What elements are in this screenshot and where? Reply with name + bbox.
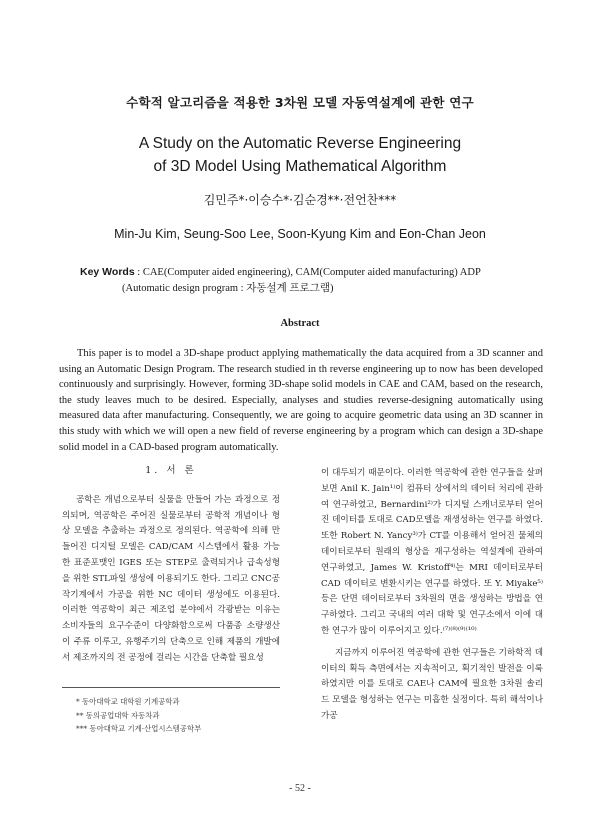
authors-korean: 김민주*·이승수*·김순경**·전언찬*** [203, 193, 397, 207]
footnotes [62, 687, 282, 736]
paper-title-korean: 수학적 알고리즘을 적용한 3차원 모델 자동역설계에 관한 연구 [126, 95, 474, 110]
introduction-paragraph-3: 지금까지 이루어진 역공학에 관한 연구들은 기하학적 데이터의 획득 측면에서는 지속적이고, 획기적인 발전을 이룩하였지만 이를 토대로 CAE나 CAM에 필요한 3차원 솔리드 모델을 형성하는 연구는 미흡한 실정이다. 특히 해석이나 가공 [321, 647, 543, 721]
introduction-paragraph-1: 공학은 개념으로부터 실물을 만들어 가는 과정으로 정의되며, 역공학은 주어진 실물로부터 공학적 개념이나 형상 모델을 추출하는 과정으로 정의된다. 역공학에 의해 만들어진 디지털 모델은 CAD/CAM 시스템에서 활용 가능한 표준포맷인 IGES 또는 STEP로 출력되거나 급속성형을 위한 STL파일 생성에 이용되기도 한다. 그리고 CNC공작기계에서 가공을 위한 NC 데이터 생성에도 이용된다. 이러한 역공학이 최근 제조업 분야에서 각광받는 이유는 소비자들의 요구수준이 다양화함으로써 다품종 소량생산이 주류 이루고, 유행주기의 단축으로 인해 제품의 개발에서 제조까지의 전 공정에 걸리는 시간을 단축할 필요성 [62, 494, 280, 663]
footnote-divider [62, 687, 280, 688]
paper-title-english-line1: A Study on the Automatic Reverse Engineering [138, 135, 462, 152]
authors-english: Min-Ju Kim, Seung-Soo Lee, Soon-Kyung Kim and Eon-Chan Jeon [114, 227, 486, 241]
left-column [62, 463, 280, 667]
keywords-label: Key Words [80, 266, 135, 278]
footnote-3: *** 동아대학교 기계·산업시스템공학부 [76, 724, 202, 733]
paper-title-english-line2: of 3D Model Using Mathematical Algorithm [153, 158, 447, 175]
abstract-body: This paper is to model a 3D-shape product applying mathematically the data acquired from a 3D scanner and using an Automatic Design Program. The research studied in th reverse engineering up to now has been developed continuously and surprisingly. However, forming 3D-shape solid models in CAE and CAM, based on the research, the study leaves much to be desired. Especially, analyses and studies reverse-designing automatically using measured data after manufacturing. Consequently, we are going to acquire geometric data using an 3D scanner in this study with which we will open a new field of reverse engineering by a program which can design a 3D-shape solid model in a CAD-based program automatically. [59, 348, 543, 453]
page-number: - 52 - [289, 783, 311, 794]
section-title-introduction: 1. 서 론 [145, 465, 197, 476]
footnote-2: ** 동의공업대학 자동차과 [76, 710, 160, 720]
keywords-line1: : CAE(Computer aided engineering), CAM(Computer aided manufacturing) ADP [134, 267, 481, 278]
paper-title-english [0, 134, 600, 177]
right-column [321, 466, 543, 725]
keywords-line2: (Automatic design program : 자동설계 프로그램) [122, 283, 334, 294]
abstract-heading: Abstract [280, 318, 320, 329]
introduction-paragraph-2: 이 대두되기 때문이다. 이러한 역공학에 관한 연구들을 살펴보면 Anil K. Jain¹⁾이 컴퓨터 상에서의 데이터 처리에 관하여 연구하였고, Bernardini²⁾가 디지털 스캐너로부터 얻어진 데이터를 토대로 CAD모델을 재생성하는 연구를 하였다. 또한 Robert N. Yancy³⁾가 CT를 이용해서 얻어진 물체의 데이터로부터 원래의 형상을 재구성하는 역설계에 관하여 연구하였고, James W. Kristoff⁴⁾는 MRI 데이터로부터 CAD 데이터로 변환시키는 연구를 하였다. 또 Y. Miyake⁵⁾등은 단면 데이터로부터 3차원의 면을 생성하는 방법을 연구하였다. 그리고 국내의 여러 대학 및 연구소에서 이에 대한 연구가 많이 이루어지고 있다.⁽⁷⁾⁽⁸⁾⁽⁹⁾⁽¹⁰⁾ [321, 468, 543, 636]
keywords-block [80, 264, 550, 297]
footnote-1: * 동아대학교 대학원 기계공학과 [76, 697, 180, 706]
